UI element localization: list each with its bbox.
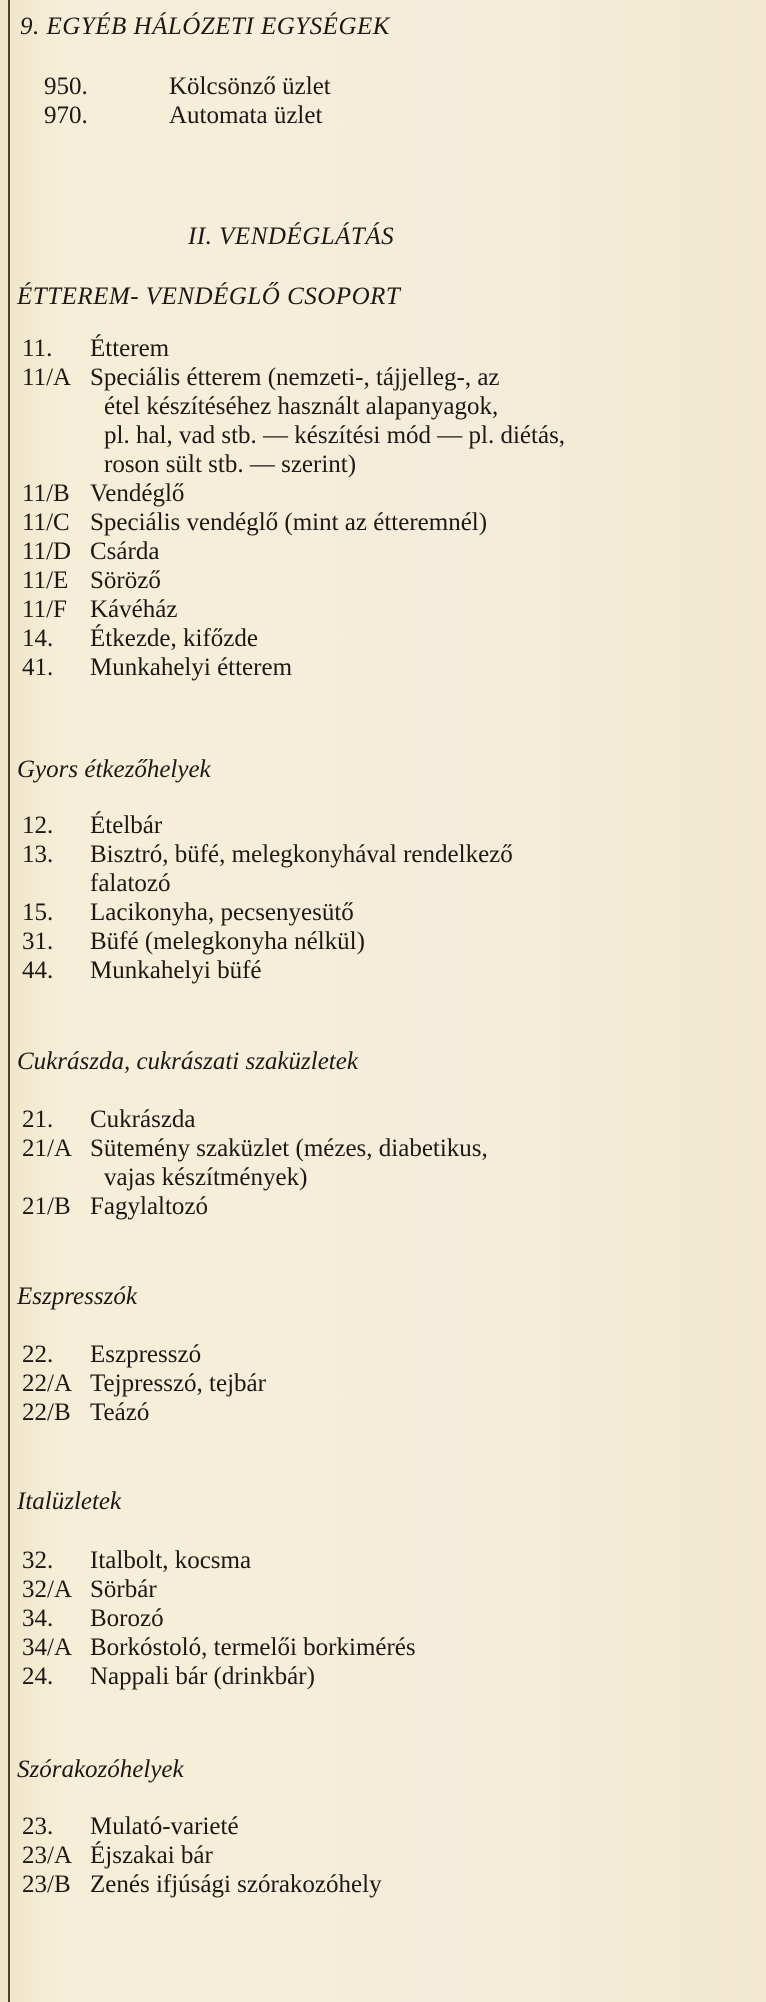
item-label-continuation: roson sült stb. — szerint) [104,451,357,478]
item-label: Büfé (melegkonyha nélkül) [90,928,365,955]
group-title-entertainment: Szórakozóhelyek [17,1756,184,1783]
item-code: 34. [22,1605,54,1632]
item-label-continuation: falatozó [90,870,171,897]
item-code: 34/A [22,1634,72,1661]
item-code: 21/A [22,1135,72,1162]
item-label: Sörbár [90,1576,157,1603]
item-label: Teázó [90,1399,150,1426]
item-code: 11/F [22,596,67,623]
list-item [22,537,742,566]
list-item [22,1105,742,1134]
group-title-fast: Gyors étkezőhelyek [17,756,211,783]
item-label: Ételbár [90,812,163,839]
item-code: 22/B [22,1399,71,1426]
item-code: 15. [22,899,54,926]
item-code: 41. [22,654,54,681]
item-label: Söröző [90,567,161,594]
item-label: Borkóstoló, termelői borkimérés [90,1634,416,1661]
item-label-continuation: étel készítéséhez használt alapanyagok, [104,393,499,420]
list-item [22,72,742,101]
item-label: Fagylaltozó [90,1193,209,1220]
list-item [22,1575,742,1604]
item-code: 13. [22,841,54,868]
chapter-title: II. VENDÉGLÁTÁS [188,223,395,250]
list-item [22,811,742,840]
item-label: Munkahelyi büfé [90,957,262,984]
item-label: Sütemény szaküzlet (mézes, diabetikus, [90,1135,488,1162]
item-label: Borozó [90,1605,164,1632]
item-code: 32/A [22,1576,72,1603]
item-label: Cukrászda [90,1106,196,1133]
item-code: 24. [22,1663,54,1690]
item-code: 31. [22,928,54,955]
item-label: Csárda [90,538,160,565]
item-label: Étkezde, kifőzde [90,625,258,652]
item-code: 21/B [22,1193,71,1220]
item-label-continuation: pl. hal, vad stb. — készítési mód — pl. diétás, [104,422,566,449]
item-label: Zenés ifjúsági szórakozóhely [90,1871,382,1898]
list-item [22,101,742,130]
list-item [22,1134,742,1163]
list-item [22,1633,742,1662]
item-label: Kölcsönző üzlet [169,73,331,100]
item-label: Speciális vendéglő (mint az étteremnél) [90,509,488,536]
list-item [22,1812,742,1841]
item-code: 14. [22,625,54,652]
list-item [22,1841,742,1870]
item-label: Étterem [90,335,170,362]
item-code: 23. [22,1813,54,1840]
item-code: 21. [22,1106,54,1133]
item-code: 23/B [22,1871,71,1898]
item-code: 32. [22,1547,54,1574]
section-heading-other-units: 9. EGYÉB HÁLÓZETI EGYSÉGEK [20,13,390,40]
list-item [22,1662,742,1691]
list-item [22,1870,742,1899]
list-item [22,1192,742,1221]
item-label: Tejpresszó, tejbár [90,1370,266,1397]
item-code: 11/A [22,364,72,391]
item-label: Automata üzlet [169,102,323,129]
list-item [22,595,742,624]
item-code: 22/A [22,1370,72,1397]
list-item [22,927,742,956]
item-label: Mulató-varieté [90,1813,239,1840]
list-item [22,508,742,537]
group-title-restaurant: ÉTTEREM- VENDÉGLŐ CSOPORT [17,283,401,310]
left-margin-rule [8,0,10,2002]
list-item [22,1604,742,1633]
item-code: 970. [44,102,88,129]
list-item [22,956,742,985]
list-item [22,479,742,508]
item-label: Bisztró, büfé, melegkonyhával rendelkező [90,841,513,868]
item-label-continuation: vajas készítmények) [104,1164,308,1191]
item-code: 22. [22,1341,54,1368]
item-label: Munkahelyi étterem [90,654,293,681]
list-item [22,1398,742,1427]
item-label: Kávéház [90,596,178,623]
list-item [22,334,742,363]
item-label: Nappali bár (drinkbár) [90,1663,315,1690]
item-code: 11/E [22,567,69,594]
item-code: 11/C [22,509,70,536]
list-item [22,1369,742,1398]
item-code: 11/D [22,538,72,565]
item-code: 11. [22,335,53,362]
list-item [22,898,742,927]
item-label: Éjszakai bár [90,1842,213,1869]
list-item [22,1340,742,1369]
item-label: Speciális étterem (nemzeti-, tájjelleg-, az [90,364,500,391]
item-label: Lacikonyha, pecsenyesütő [90,899,354,926]
list-item [22,1546,742,1575]
group-title-drinks: Italüzletek [17,1488,122,1515]
list-item [22,840,742,869]
list-item [22,566,742,595]
list-item [22,624,742,653]
item-code: 44. [22,957,54,984]
list-item [22,363,742,392]
item-label: Vendéglő [90,480,185,507]
item-code: 11/B [22,480,70,507]
item-code: 12. [22,812,54,839]
item-code: 23/A [22,1842,72,1869]
item-code: 950. [44,73,88,100]
group-title-pastry: Cukrászda, cukrászati szaküzletek [17,1048,358,1075]
group-title-espresso: Eszpresszók [17,1283,137,1310]
item-label: Italbolt, kocsma [90,1547,252,1574]
list-item [22,653,742,682]
item-label: Eszpresszó [90,1341,202,1368]
